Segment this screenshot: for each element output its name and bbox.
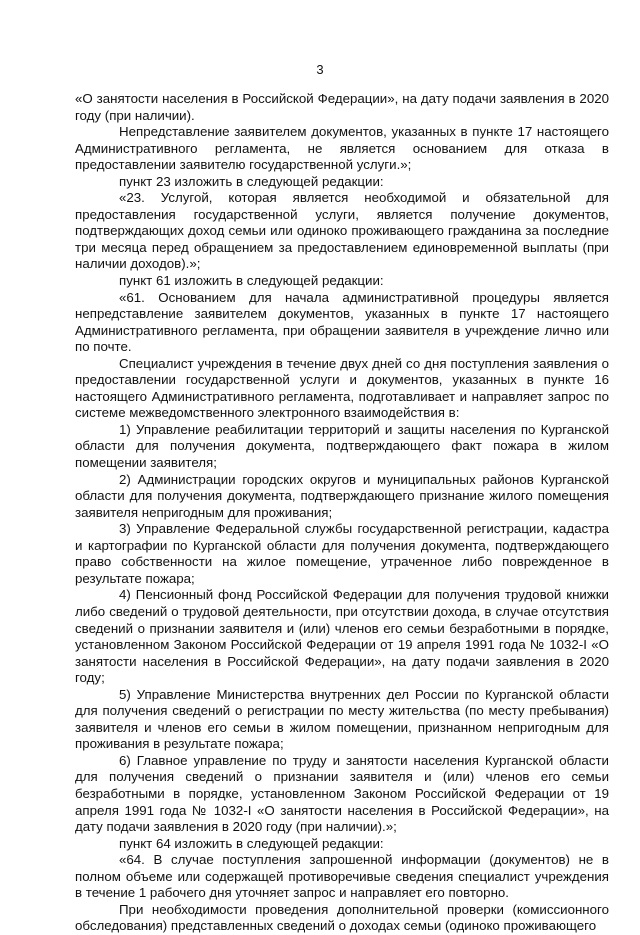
paragraph-2: Непредставление заявителем документов, указанных в пункте 17 настоящего Административного регламента, не является основанием для отказа в предоставлении заявителю государственной услуги.»; (75, 124, 609, 173)
list-item-6: 6) Главное управление по труду и занятости населения Курганской области для получения сведений о признании заявителя и (или) членов его семьи безработными в порядке, установленном Законом Российской Федерации от 19 апреля 1991 года № 1032-I «О занятости населения в Российской Федерации», на дату подачи заявления в 2020 году (при наличии).»; (75, 752, 609, 835)
paragraph-10: При необходимости проведения дополнительной проверки (комиссионного обследования) представленных сведений о доходах семьи (одиноко проживающего (75, 901, 609, 934)
paragraph-7: Специалист учреждения в течение двух дней со дня поступления заявления о предоставлении государственной услуги и документов, указанных в пункте 16 настоящего Административного регламента, подготавливает и направляет запрос по системе межведомственного электронного взаимодействия в: (75, 355, 609, 421)
list-item-3: 3) Управление Федеральной службы государственной регистрации, кадастра и картографии по Курганской области для получения документа, подтверждающего право собственности на жилое помещение, утраченное либо поврежденное в результате пожара; (75, 521, 609, 586)
document-body (75, 91, 609, 935)
list-item-5: 5) Управление Министерства внутренних дел России по Курганской области для получения сведений о регистрации по месту жительства (по месту пребывания) заявителя и членов его семьи в жилом помещении, признанном непригодным для проживания в результате пожара; (75, 686, 609, 752)
paragraph-6: «61. Основанием для начала административной процедуры является непредставление заявителем документов, указанных в пункте 17 настоящего Административного регламента, при обращении заявителя в учреждение лично или по почте. (75, 289, 609, 355)
page-number: 3 (316, 62, 324, 77)
paragraph-8: пункт 64 изложить в следующей редакции: (119, 835, 384, 851)
list-item-1: 1) Управление реабилитации территорий и защиты населения по Курганской области для получения документа, подтверждающего факт пожара в жилом помещении заявителя; (75, 421, 609, 471)
list-item-2: 2) Администрации городских округов и муниципальных районов Курганской области для получения документа, подтверждающего признание жилого помещения заявителя непригодным для проживания; (75, 471, 609, 520)
paragraph-3: пункт 23 изложить в следующей редакции: (119, 173, 384, 189)
paragraph-5: пункт 61 изложить в следующей редакции: (119, 273, 384, 289)
paragraph-4: «23. Услугой, которая является необходимой и обязательной для предоставления государственной услуги, является получение документов, подтверждающих доход семьи или одиноко проживающего гражданина за последние три месяца перед обращением за предоставлением единовременной выплаты (при наличии доходов).»; (75, 190, 609, 272)
list-item-4: 4) Пенсионный фонд Российской Федерации для получения трудовой книжки либо сведений о трудовой деятельности, при отсутствии дохода, в случае отсутствия сведений о признании заявителя и (или) членов его семьи безработными в порядке, установленном Законом Российской Федерации от 19 апреля 1991 года № 1032-I «О занятости населения в Российской Федерации», на дату подачи заявления в 2020 году; (75, 587, 609, 686)
paragraph-9: «64. В случае поступления запрошенной информации (документов) не в полном объеме или содержащей противоречивые сведения специалист учреждения в течение 1 рабочего дня уточняет запрос и направляет его повторно. (75, 852, 609, 901)
paragraph-1: «О занятости населения в Российской Федерации», на дату подачи заявления в 2020 году (при наличии). (75, 91, 609, 123)
